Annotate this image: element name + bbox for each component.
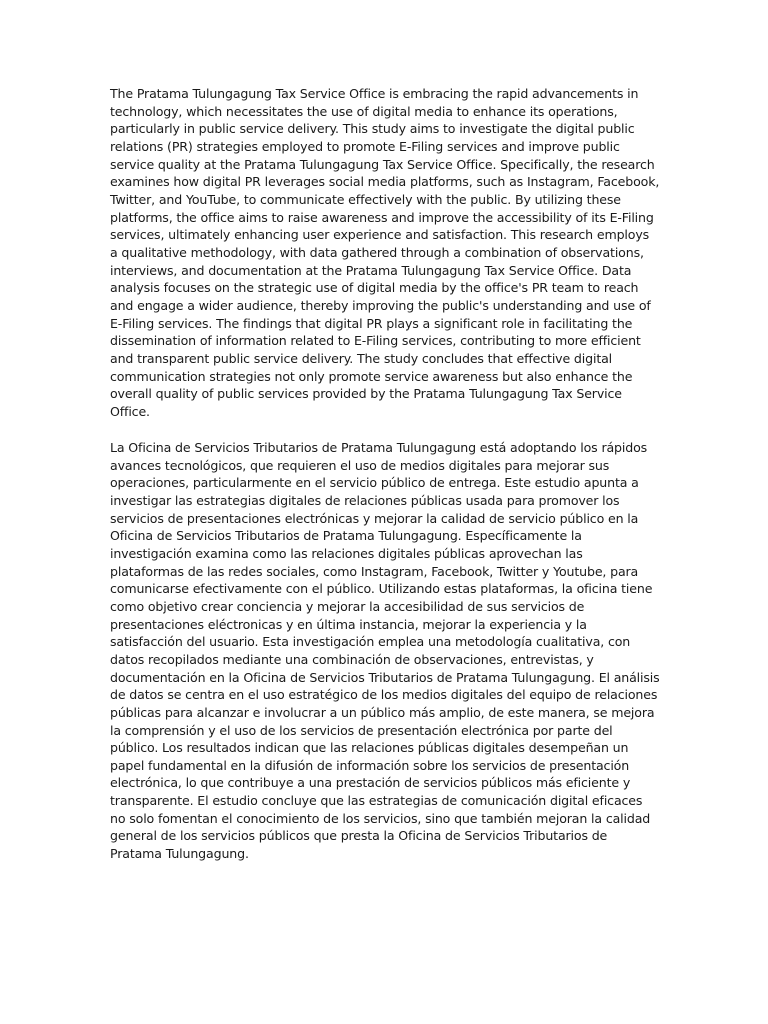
abstract-spanish: La Oficina de Servicios Tributarios de Pratama Tulungagung está adoptando los rápidos avances tecnológicos, que requieren el uso de medios digitales para mejorar sus operaciones, particularmente en el servicio público de entrega. Este estudio apunta a investigar las estrategias digitales de relaciones públicas usada para promover los servicios de presentaciones electrónicas y mejorar la calidad de servicio público en la Oficina de Servicios Tributarios de Pratama Tulungagung. Específicamente la investigación examina como las relaciones digitales públicas aprovechan las plataformas de las redes sociales, como Instagram, Facebook, Twitter y Youtube, para comunicarse efectivamente con el público. Utilizando estas plataformas, la oficina tiene como objetivo crear conciencia y mejorar la accesibilidad de sus servicios de presentaciones eléctronicas y en última instancia, mejorar la experiencia y la satisfacción del usuario. Esta investigación emplea una metodología cualitativa, con datos recopilados mediante una combinación de observaciones, entrevistas, y documentación en la Oficina de Servicios Tributarios de Pratama Tulungagung. El análisis de datos se centra en el uso estratégico de los medios digitales del equipo de relaciones públicas para alcanzar e involucrar a un público más amplio, de este manera, se mejora la comprensión y el uso de los servicios de presentación electrónica por parte del público. Los resultados indican que las relaciones públicas digitales desempeñan un papel fundamental en la difusión de información sobre los servicios de presentación electrónica, lo que contribuye a una prestación de servicios públicos más eficiente y transparente. El estudio concluye que las estrategias de comunicación digital eficaces no solo fomentan el conocimiento de los servicios, sino que también mejoran la calidad general de los servicios públicos que presta la Oficina de Servicios Tributarios de Pratama Tulungagung. — [110, 440, 660, 862]
abstract-english: The Pratama Tulungagung Tax Service Office is embracing the rapid advancements in technology, which necessitates the use of digital media to enhance its operations, particularly in public service delivery. This study aims to investigate the digital public relations (PR) strategies employed to promote E-Filing services and improve public service quality at the Pratama Tulungagung Tax Service Office. Specifically, the research examines how digital PR leverages social media platforms, such as Instagram, Facebook, Twitter, and YouTube, to communicate effectively with the public. By utilizing these platforms, the office aims to raise awareness and improve the accessibility of its E-Filing services, ultimately enhancing user experience and satisfaction. This research employs a qualitative methodology, with data gathered through a combination of observations, interviews, and documentation at the Pratama Tulungagung Tax Service Office. Data analysis focuses on the strategic use of digital media by the office's PR team to reach and engage a wider audience, thereby improving the public's understanding and use of E-Filing services. The findings that digital PR plays a significant role in facilitating the dissemination of information related to E-Filing services, contributing to more efficient and transparent public service delivery. The study concludes that effective digital communication strategies not only promote service awareness but also enhance the overall quality of public services provided by the Pratama Tulungagung Tax Service Office. — [110, 86, 660, 419]
